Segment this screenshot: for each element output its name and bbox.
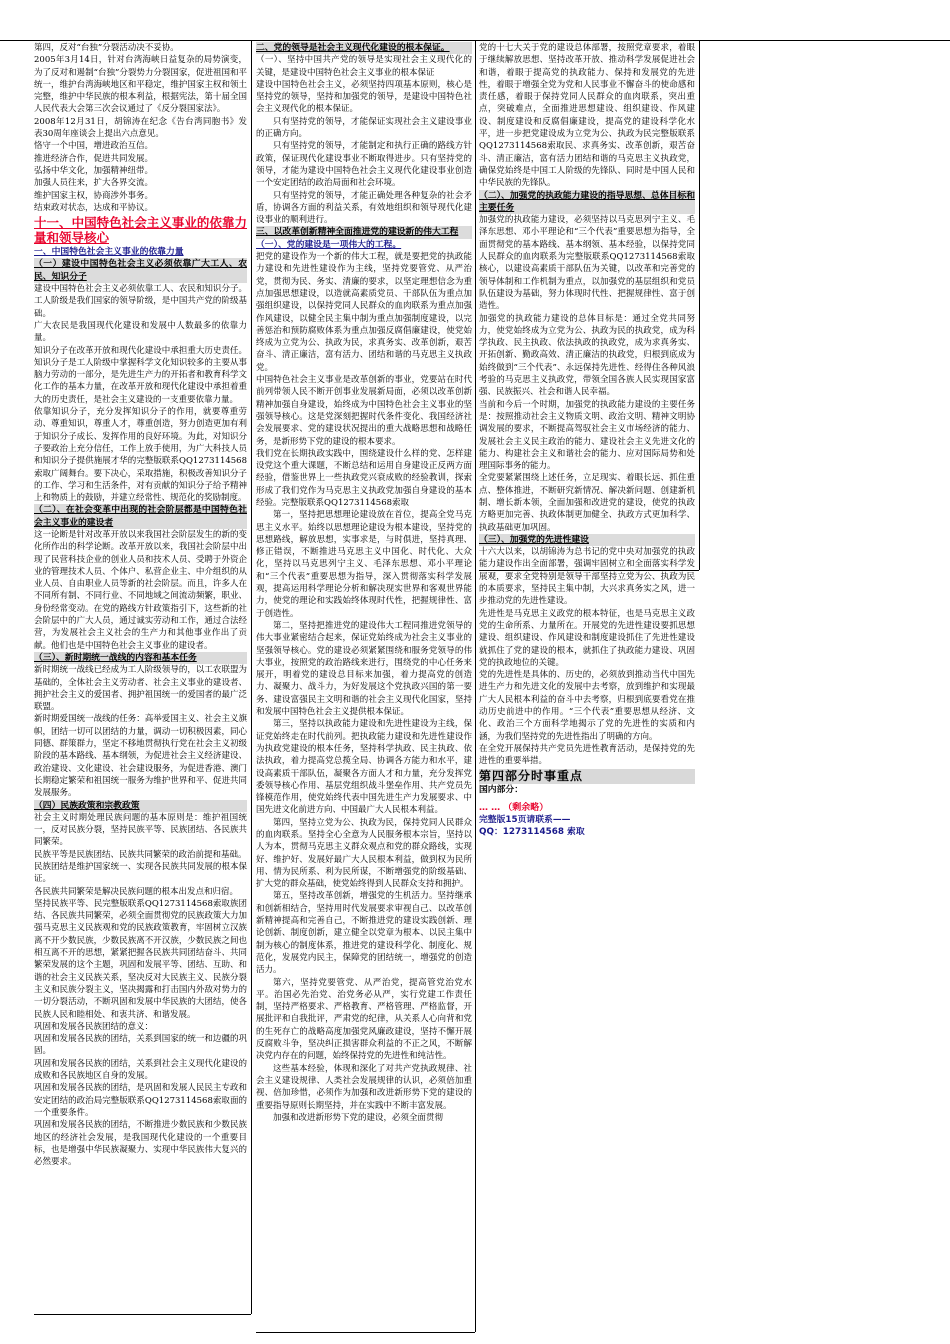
paragraph: （一）、坚持中国共产党的领导是实现社会主义现代化的关键，是建设中国特色社会主义事业的根本保证 (256, 55, 472, 78)
paragraph: 我们党在长期执政实践中，围绕建设什么样的党、怎样建设党这个重大课题，不断总结和运用自身建设正反两方面经验，借鉴世界上一些执政党兴衰成败的经验教训，探索形成了我们党作为马克思主义执政党加强自身建设的基本经验。完整版联系QQ1273114568索取 (256, 448, 472, 508)
paragraph: 加强党的执政能力建设的总体目标是：通过全党共同努力，使党始终成为立党为公、执政为民的执政党，成为科学执政、民主执政、依法执政的执政党，成为求真务实、开拓创新、勤政高效、清正廉洁的执政党，归根到底成为始终做到“三个代表”、永远保持先进性、经得住各种风浪考验的马克思主义执政党，带领全国各族人民实现国家富强、民族振兴、社会和谐人民幸福。 (479, 313, 695, 398)
column-divider (699, 40, 700, 570)
paragraph: 当前和今后一个时期，加强党的执政能力建设的主要任务是：按照推动社会主义物质文明、政治文明、精神文明协调发展的要求，不断提高驾驭社会主义市场经济的能力、发展社会主义民主政治的能力、建设社会主义先进文化的能力、构建社会主义和谐社会的能力、应对国际局势和处理国际事务的能力。 (479, 399, 695, 472)
subsection-heading: （一）建设中国特色社会主义必须依靠广大工人、农民、知识分子 (34, 259, 247, 282)
subheading-domestic: 国内部分： (479, 784, 523, 795)
paragraph: 知识分子在改革开放和现代化建设中承担重大历史责任。知识分子是工人阶级中掌握科学文化知识较多的主要从事脑力劳动的一部分，是先进生产力的开拓者和教育科学文化工作的基本力量，在改革开放和现代化建设中承担着重大的历史责任，是社会主义建设的一支重要依靠力量。 (34, 345, 247, 405)
paragraph: 巩固和发展各民族团结的意义： (34, 1021, 154, 1032)
list-item: 结束政对状态，达成和平协议。 (34, 202, 154, 213)
chapter-heading: 十一、中国特色社会主义事业的依靠力量和领导核心 (34, 215, 247, 246)
paragraph: 社会主义时期处理民族问题的基本原则是：维护祖国统一，反对民族分裂，坚持民族平等、民族团结、各民族共同繁荣。 (34, 812, 247, 848)
paragraph: 新时期爱国统一战线的任务：高举爱国主义、社会主义旗帜，团结一切可以团结的力量，调动一切积极因素，同心同德、群策群力，坚定不移地贯彻执行党在社会主义初级阶段的基本路线、基本纲领，为促进社会主义经济建设、政治建设、文化建设、社会建设服务，为促进香港、澳门长期稳定繁荣和祖国统一服务为维护世界和平、促进共同发展服务。 (34, 714, 247, 799)
paragraph: 中国特色社会主义事业是改革创新的事业，党要站在时代前列带领人民不断开创事业发展新局面，必须以改革创新精神加强自身建设，始终成为中国特色社会主义事业的坚强领导核心。这是党深刻把握时代条件变化、我国经济社会发展要求、党的建设状况提出的重大战略思想和战略任务，是新形势下党的建设的根本要求。 (256, 375, 472, 447)
list-item: 弘扬中华文化，加强精神纽带。 (34, 165, 154, 176)
column-divider (475, 40, 476, 1332)
paragraph: 建设中国特色社会主义必须依靠工人、农民和知识分子。工人阶级是我们国家的领导阶级，是中国共产党的阶级基础。 (34, 284, 247, 319)
contact-line: 完整版15页请联系—— (479, 815, 571, 826)
paragraph: 只有坚持党的领导，才能正确处理各种复杂的社会矛盾，协调各方面的利益关系，有效地组织和领导现代化建设事业的顺利进行。 (256, 190, 472, 226)
paragraph: 加强和改进新形势下党的建设，必须全面贯彻 (273, 1112, 444, 1123)
paragraph: 这些基本经验，体现和深化了对共产党执政规律、社会主义建设规律、人类社会发展规律的认识，必须倍加重视、倍加珍惜，必须作为加强和改进新形势下党的建设的重要指导原则长期坚持，并在实践中不断丰富发展。 (256, 1063, 472, 1111)
subsection-heading: （二）、在社会变革中出现的社会阶层都是中国特色社会主义事业的建设者 (34, 505, 247, 528)
column-bottom-rule (34, 1314, 251, 1315)
column-left (34, 42, 247, 1314)
section-heading: 一、中国特色社会主义事业的依靠力量 (34, 247, 184, 258)
list-item: 推进经济合作，促进共同发展。 (34, 153, 154, 164)
paragraph: 只有坚持党的领导，才能保证实现社会主义建设事业的正确方向。 (256, 116, 472, 140)
section-heading: 三、以改革创新精神全面推进党的建设新的伟大工程 (256, 226, 472, 238)
paragraph: 建设中国特色社会主义，必须坚持四项基本原则，核心是坚持党的领导，坚持和加强党的领导，是建设中国特色社会主义现代化的根本保证。 (256, 79, 472, 115)
subsection-heading: （二）、加强党的执政能力建设的指导思想、总体目标和主要任务 (479, 190, 695, 213)
paragraph: 第六，坚持党要管党、从严治党，提高管党治党水平。治国必先治党、治党务必从严，实行党建工作责任制，坚持严格要求、严格教育、严格管理、严格监督，开展批评和自我批评，严肃党的纪律，从关系人心向背和党的生死存亡的战略高度加强党风廉政建设，坚持不懈开展反腐败斗争，坚决纠正损害群众利益的不正之风，不断解决党内存在的问题，始终保持党的先进性和纯洁性。 (256, 977, 472, 1062)
list-item: 恪守一个中国，增进政治互信。 (34, 141, 154, 152)
paragraph: 2005年3月14日，针对台湾海峡日益复杂的局势演变，为了反对和遏制“台独”分裂势力分裂国家，促进祖国和平统一，维护台湾海峡地区和平稳定，维护国家主权和领土完整，维护中华民族的根本利益，根据宪法，第十届全国人民代表大会第三次会议通过了《反分裂国家法》。 (34, 55, 247, 115)
column-bottom-rule (256, 1332, 475, 1333)
paragraph: 广大农民是我国现代化建设和发展中人数最多的依靠力量。 (34, 320, 247, 344)
list-item: 加强人员往来，扩大各界交流。 (34, 178, 154, 189)
paragraph: 第五，坚持改革创新，增强党的生机活力。坚持继承和创新相结合，坚持用时代发展要求审视自己、以改革创新精神提高和完善自己，不断推进党的建设实践创新、理论创新、制度创新，建立健全以党章为根本、以民主集中制为核心的制度体系，推进党的建设科学化、制度化、规范化，发展党内民主，保障党的团结统一，增强党的创造活力。 (256, 891, 472, 976)
paragraph: 党的十七大关于党的建设总体部署，按照党章要求，着眼于继续解放思想、坚持改革开放、推动科学发展促进社会和谐，着眼于提高党的执政能力、保持和发展党的先进性，着眼于增强全党为党和人民事业不懈奋斗的使命感和责任感，着眼于保持党同人民群众的血肉联系，突出重点，突破难点，全面推进思想建设、组织建设、作风建设、制度建设和反腐倡廉建设，提高党的建设科学化水平，进一步把党建设成为立党为公、执政为民完整版联系QQ1273114568索取民、求真务实、改革创新，艰苦奋斗、清正廉洁，富有活力团结和谐的马克思主义执政党，确保党始终是中国工人阶级的先锋队、同时是中国人民和中华民族的先锋队。 (479, 43, 695, 189)
paragraph: 这一论断是针对改革开放以来我国社会阶层发生的新的变化所作出的科学论断。改革开放以来，我国社会阶层中出现了民营科技企业的创业人员和技术人员、受聘于外资企业的管理技术人员、个体户、私营企业主、中介组织的从业人员、自由职业人员等新的社会阶层。而且，许多人在不同所有制、不同行业、不同地域之间流动频繁，职业、身份经常变动。在党的路线方针政策指引下，这些新的社会阶层中的广大人员，通过诚实劳动和工作，通过合法经营，为发展社会主义社会的生产力和其他事业作出了贡献。他们也是中国特色社会主义事业的建设者。 (34, 529, 247, 651)
paragraph: 全党要紧紧围绕上述任务，立足现实、着眼长远、抓住重点、整体推进，不断研究新情况、解决新问题、创建新机制、增长新本领，全面加强和改进党的建设，使党的执政方略更加完善、执政体制更加健全、执政方式更加科学、执政基础更加巩固。 (479, 473, 695, 533)
section-heading: 二、党的领导是社会主义现代化建设的根本保证。 (256, 42, 472, 54)
paragraph: 2008年12月31日，胡锦涛在纪念《告台湾同胞书》发表30周年座谈会上提出六点意见。 (34, 116, 247, 140)
column-divider (251, 40, 252, 1314)
paragraph: 第三，坚持以执政能力建设和先进性建设为主线，保证党始终走在时代前列。把执政能力建设和先进性建设作为执政党建设的根本任务，坚持科学执政、民主执政、依法执政，着力提高党总揽全局、协调各方能力和水平，建设高素质干部队伍，凝聚各方面人才和力量，充分发挥党委领导核心作用、基层党组织战斗堡垒作用、共产党员先锋模范作用，使党始终代表中国先进生产力发展要求、中国先进文化前进方向、中国最广大人民根本利益。 (256, 719, 472, 816)
subsection-heading: （四）民族政策和宗教政策 (34, 800, 247, 812)
paragraph: 加强党的执政能力建设，必须坚持以马克思列宁主义、毛泽东思想、邓小平理论和“三个代表”重要思想为指导，全面贯彻党的基本路线、基本纲领、基本经验，以保持党同人民群众的血肉联系为完整版联系QQ1273114568索取核心，以建设高素质干部队伍为关键，以改革和完善党的领导体制和工作机制为重点，以加强党的基层组织和党员队伍建设为基础，努力体现时代性、把握规律性、富于创造性。 (479, 215, 695, 312)
contact-qq: QQ：1273114568 索取 (479, 827, 585, 838)
paragraph: 坚持民族平等、民完整版联系QQ1273114568索取族团结、各民族共同繁荣，必须全面贯彻党的民族政策大力加强马克思主义民族观和党的民族政策教育，牢固树立汉族离不开少数民族，少数民族离不开汉族，少数民族之间也相互离不开的思想，紧紧把握各民族共同团结奋斗、共同繁荣发展的这个主题，巩固和发展平等、团结、互助、和谐的社会主义民族关系，坚决反对大民族主义、民族分裂主义和民族分裂主义，坚决揭露和打击国内外敌对势力的一切分裂活动，不断巩固和发展中华民族的大团结，使各民族人民和睦相处、和衷共济、和谐发展。 (34, 898, 247, 1020)
paragraph: 把党的建设作为一个新的伟大工程，就是要把党的执政能力建设和先进性建设作为主线，坚持党要管党、从严治党，贯彻为民、务实、清廉的要求，以坚定理想信念为重点加强思想建设，以造就高素质党员、干部队伍为重点加强组织建设，以保持党同人民群众的血肉联系为重点加强作风建设，以健全民主集中制为重点加强制度建设，以完善惩治和预防腐败体系为重点加强反腐倡廉建设，使党始终成为立党为公、执政为民，求真务实、改革创新，艰苦奋斗、清正廉洁，富有活力、团结和谐的马克思主义执政党。 (256, 252, 472, 373)
paragraph: 在全党开展保持共产党员先进性教育活动，是保持党的先进性的重要举措。 (479, 743, 695, 767)
omission-note: … … （剩余略） (479, 802, 549, 813)
paragraph: 只有坚持党的领导，才能制定和执行正确的路线方针政策，保证现代化建设事业不断取得进步。只有坚持党的领导，才能为建设中国特色社会主义现代化建设事业创造一个安定团结的政治局面和社会环境。 (256, 141, 472, 189)
paragraph: 第二，坚持把推进党的建设伟大工程同推进党领导的伟大事业紧密结合起来，保证党始终成为社会主义事业的坚强领导核心。党的建设必须紧紧围绕和服务党领导的伟大事业，按照党的政治路线来进行，围绕党的中心任务来展开，明着党的建设总目标来加强，着力提高党的创造力、凝聚力、战斗力，为好发展这个党执政兴国的第一要务、建设富强民主文明和谐的社会主义现代化国家，坚持和发展中国特色社会主义提供根本保证。 (256, 620, 472, 718)
column-middle (256, 42, 472, 1332)
paragraph: 巩固和发展各民族的团结，关系到国家的统一和边疆的巩固。 (34, 1034, 247, 1057)
paragraph: 巩固和发展各民族的团结，不断推进少数民族和少数民族地区的经济社会发展，是我国现代化建设的一个重要目标，也是增强中华民族凝聚力、实现中华民族伟大复兴的必然要求。 (34, 1120, 247, 1168)
paragraph: 十六大以来，以胡锦涛为总书记的党中央对加强党的执政能力建设作出全面部署，强调牢固树立和全面落实科学发展观，要求全党特别是领导干部坚持立党为公、执政为民的本质要求，坚持民主集中制，大兴求真务实之风，进一步推动党的先进性建设。 (479, 547, 695, 607)
part-heading: 第四部分时事重点 (479, 769, 695, 784)
paragraph: 各民族共同繁荣是解决民族问题的根本出发点和归宿。 (34, 886, 239, 897)
list-item: 维护国家主权，协商涉外事务。 (34, 190, 154, 201)
paragraph: 先进性是马克思主义政党的根本特征，也是马克思主义政党的生命所系、力量所在。开展党的先进性建设要抓思想建设、组织建设、作风建设和制度建设抓住了先进性建设就抓住了党的建设的根本，就抓住了执政能力建设、巩固党的执政地位的关键。 (479, 608, 695, 668)
paragraph: 新时期统一战线已经成为工人阶级领导的，以工农联盟为基础的，全体社会主义劳动者、社会主义事业的建设者、拥护社会主义的爱国者、拥护祖国统一的爱国者的最广泛联盟。 (34, 665, 247, 713)
paragraph: 民族团结是维护国家统一、实现各民族共同发展的根本保证。 (34, 862, 247, 885)
subsection-heading: （一）、党的建设是一项伟大的工程。 (256, 239, 402, 250)
paragraph: 第一，坚持把思想理论建设放在首位，提高全党马克思主义水平。始终以思想理论建设为根本建设，坚持党的思想路线，解放思想，实事求是，与时俱进，坚持真理、修正错误，不断推进马克思主义中国化、时代化、大众化，坚持以马克思列宁主义、毛泽东思想、邓小平理论和“三个代表”重要思想为指导，深入贯彻落实科学发展观，提高运用科学理论分析和解决现实世界和客观世界能力，使党的理论和实践始终体现时代性，把握规律性、富于创造性。 (256, 510, 472, 619)
paragraph: 依靠知识分子，充分发挥知识分子的作用，就要尊重劳动、尊重知识，尊重人才，尊重创造，努力创造更加有利于知识分子成长、发挥作用的良好环境。为此，对知识分子要政治上充分信任，工作上放手使用，为广大科技人员和知识分子提供施展才华的完整版联系QQ1273114568索取广阔舞台。要下决心，采取措施，积极改善知识分子的工作、学习和生活条件，对有贡献的知识分子给予精神上和物质上的鼓励，并建立经常性、规范化的奖励制度。 (34, 407, 247, 504)
paragraph: 巩固和发展各民族的团结，是巩固和发展人民民主专政和安定团结的政治局完整版联系QQ1273114568索取面的一个重要条件。 (34, 1083, 247, 1118)
paragraph: 第四，坚持立党为公、执政为民，保持党同人民群众的血肉联系。坚持全心全意为人民服务根本宗旨，坚持以人为本，贯彻马克思主义群众观点和党的群众路线，实现好、维护好、发展好最广大人民根本利益，做到权为民所用、情为民所系、利为民所谋，不断增强党的阶级基础、扩大党的群众基础，使党始终得到人民群众支持和拥护。 (256, 817, 472, 890)
paragraph: 党的先进性是具体的、历史的，必须放到推动当代中国先进生产力和先进文化的发展中去考察，放到维护和实现最广大人民根本利益的奋斗中去考察，归根到底要看党在推动历史前进中的作用。“三个代表”重要思想从经济、文化、政治三个方面科学地揭示了党的先进性的实质和内涵，为我们坚持党的先进性指出了明确的方向。 (479, 670, 695, 742)
subsection-heading: （三）、加强党的先进性建设 (479, 534, 695, 546)
paragraph: 巩固和发展各民族的团结，关系到社会主义现代化建设的成败和各民族地区自身的发展。 (34, 1058, 247, 1082)
paragraph: 民族平等是民族团结、民族共同繁荣的政治前提和基础。 (34, 849, 247, 860)
column-right (479, 42, 695, 838)
paragraph: 第四，反对“台独”分裂活动决不妥协。 (34, 43, 179, 53)
subsection-heading: （三）、新时期统一战线的内容和基本任务 (34, 652, 247, 664)
